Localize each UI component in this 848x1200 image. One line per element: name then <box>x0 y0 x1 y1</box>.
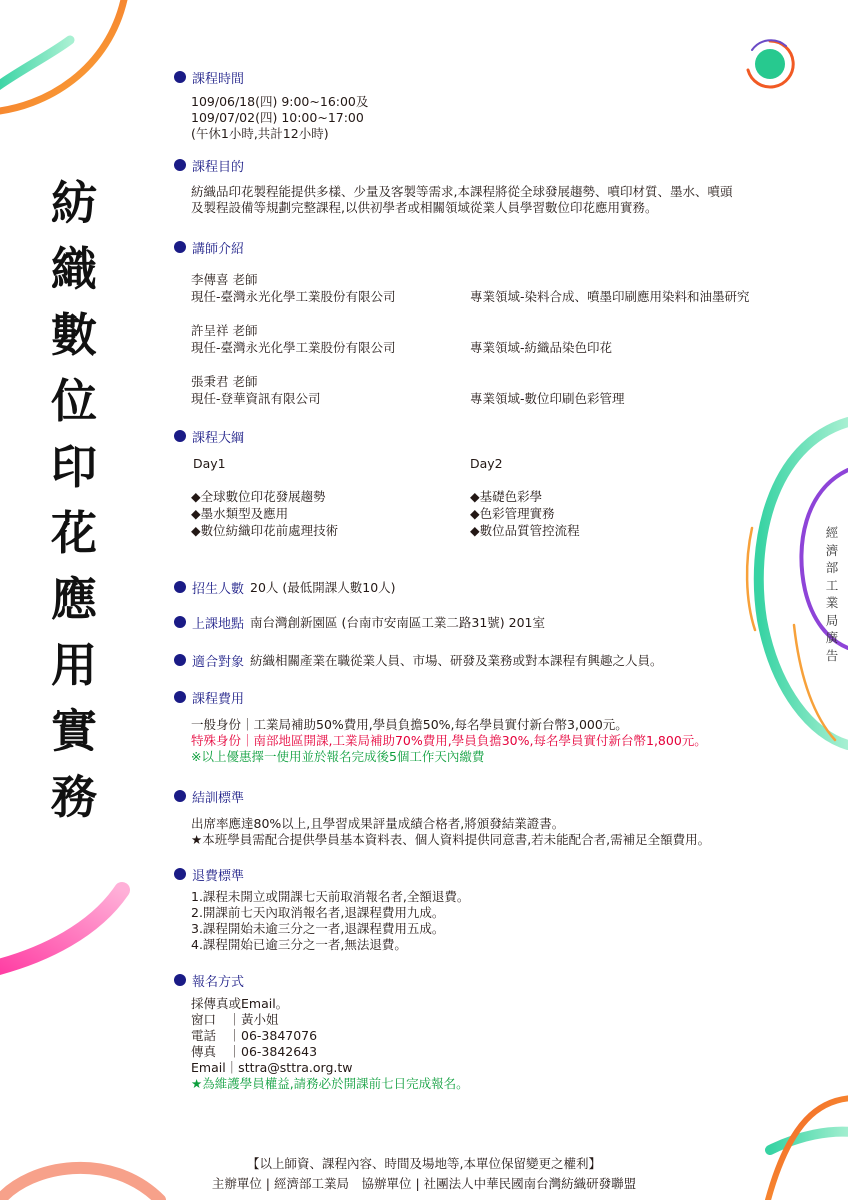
section-instructors <box>174 237 244 257</box>
time-line: 109/07/02(四) 10:00~17:00 <box>191 110 364 125</box>
section-title: 課程時間 <box>192 71 245 87</box>
vertical-page-title <box>38 170 110 830</box>
instructor-name: 張秉君 老師 <box>191 374 258 389</box>
registration-fax: 傳真 ｜06-3842643 <box>191 1044 318 1059</box>
section-title: 課程目的 <box>192 159 245 175</box>
title-char: 紡 <box>51 176 97 230</box>
section-title: 講師介紹 <box>192 241 245 257</box>
ad-note-char: 局 <box>825 612 839 628</box>
title-char: 織 <box>51 242 97 296</box>
ad-note-char: 濟 <box>825 542 839 558</box>
outline-item: ◆色彩管理實務 <box>470 506 555 521</box>
refund-line: 4.課程開始已逾三分之一者,無法退費。 <box>191 937 407 952</box>
location-value: 南台灣創新園區 (台南市安南區工業二路31號) 201室 <box>250 615 545 630</box>
bullet-dot-icon <box>174 654 186 666</box>
bullet-dot-icon <box>174 430 186 442</box>
instructor-field: 專業領域-數位印刷色彩管理 <box>470 391 625 406</box>
ad-note-char: 業 <box>825 595 839 610</box>
section-course-outline <box>174 426 244 446</box>
instructor-field: 專業領域-紡織品染色印花 <box>470 340 613 355</box>
title-char: 務 <box>51 770 97 824</box>
title-char: 位 <box>51 374 97 428</box>
bullet-dot-icon <box>174 974 186 986</box>
refund-line: 2.開課前七天內取消報名者,退課程費用九成。 <box>191 905 445 920</box>
registration-contact: 窗口 ｜黃小姐 <box>191 1012 279 1027</box>
outline-day1-label: Day1 <box>193 456 226 471</box>
section-title: 適合對象 <box>192 654 245 670</box>
ad-note <box>820 524 844 664</box>
bullet-dot-icon <box>174 241 186 253</box>
title-char: 花 <box>51 506 97 560</box>
title-char: 用 <box>51 638 97 692</box>
ad-note-char: 廣 <box>825 630 839 645</box>
outline-item: ◆墨水類型及應用 <box>191 506 289 521</box>
fee-general: 一般身份｜工業局補助50%費用,學員負擔50%,每名學員實付新台幣3,000元。 <box>191 717 628 732</box>
ad-note-char: 工 <box>825 577 839 593</box>
section-title: 退費標準 <box>192 868 245 884</box>
section-title: 報名方式 <box>192 974 245 990</box>
completion-line: 出席率應達80%以上,且學習成果評量成績合格者,將頒發結業證書。 <box>191 816 565 831</box>
outline-item: ◆基礎色彩學 <box>470 489 543 504</box>
ad-note-char: 告 <box>825 647 839 663</box>
section-title: 課程費用 <box>192 691 245 707</box>
logo-icon <box>748 40 793 87</box>
section-audience <box>174 650 663 670</box>
title-char: 實 <box>51 704 97 758</box>
fee-special: 特殊身份｜南部地區開課,工業局補助70%費用,學員負擔30%,每名學員實付新台幣1,800元。 <box>191 733 707 748</box>
refund-line: 3.課程開始未逾三分之一者,退課程費用五成。 <box>191 921 445 936</box>
outline-item: ◆全球數位印花發展趨勢 <box>191 489 326 504</box>
section-registration <box>174 970 469 1092</box>
purpose-line: 及製程設備等規劃完整課程,以供初學者或相關領域從業人員學習數位印花應用實務。 <box>191 200 658 215</box>
section-location <box>174 612 545 632</box>
section-title: 結訓標準 <box>192 790 245 806</box>
section-refund <box>174 864 469 953</box>
refund-line: 1.課程未開立或開課七天前取消報名者,全額退費。 <box>191 889 470 904</box>
instructor-company: 現任-臺灣永光化學工業股份有限公司 <box>191 289 396 304</box>
outline-item: ◆數位品質管控流程 <box>470 523 580 538</box>
bullet-dot-icon <box>174 71 186 83</box>
instructor-field: 專業領域-染料合成、噴墨印刷應用染料和油墨研究 <box>470 289 750 304</box>
section-title: 上課地點 <box>192 616 245 632</box>
registration-line: 採傳真或Email。 <box>191 996 289 1011</box>
outline-day2-label: Day2 <box>470 456 503 471</box>
fee-note: ※以上優惠擇一使用並於報名完成後5個工作天內繳費 <box>191 749 485 764</box>
bullet-dot-icon <box>174 581 186 593</box>
section-enrollment <box>174 577 396 597</box>
time-line: (午休1小時,共計12小時) <box>191 126 329 141</box>
instructor-name: 李傳喜 老師 <box>191 272 258 287</box>
purpose-line: 紡織品印花製程能提供多樣、少量及客製等需求,本課程將從全球發展趨勢、噴印材質、墨水、噴頭 <box>191 184 733 199</box>
instructor-name: 許呈祥 老師 <box>191 323 258 338</box>
section-title: 招生人數 <box>192 581 245 597</box>
registration-email[interactable]: Email｜sttra@sttra.org.tw <box>191 1060 353 1075</box>
bullet-dot-icon <box>174 868 186 880</box>
bullet-dot-icon <box>174 691 186 703</box>
outline-item: ◆數位紡織印花前處理技術 <box>191 523 339 538</box>
section-completion <box>174 786 710 848</box>
time-line: 109/06/18(四) 9:00~16:00及 <box>191 94 369 109</box>
ad-note-char: 經 <box>825 525 839 540</box>
audience-value: 紡織相關產業在職從業人員、市場、研發及業務或對本課程有興趣之人員。 <box>250 653 663 668</box>
bullet-dot-icon <box>174 616 186 628</box>
registration-phone[interactable]: 電話 ｜06-3847076 <box>191 1028 318 1043</box>
bullet-dot-icon <box>174 790 186 802</box>
title-char: 數 <box>51 308 97 362</box>
title-char: 應 <box>51 572 97 626</box>
footer-disclaimer: 【以上師資、課程內容、時間及場地等,本單位保留變更之權利】 <box>247 1156 601 1171</box>
section-course-fee <box>174 687 707 765</box>
bullet-dot-icon <box>174 159 186 171</box>
instructor-company: 現任-臺灣永光化學工業股份有限公司 <box>191 340 396 355</box>
ad-note-char: 部 <box>825 560 839 575</box>
section-title: 課程大綱 <box>192 430 245 446</box>
section-course-purpose <box>174 155 732 216</box>
completion-line: ★本班學員需配合提供學員基本資料表、個人資料提供同意書,若未能配合者,需補足全額費用。 <box>191 832 711 847</box>
title-char: 印 <box>51 440 97 494</box>
footer-organizers: 主辦單位 | 經濟部工業局 協辦單位 | 社團法人中華民國南台灣紡織研發聯盟 <box>211 1176 637 1191</box>
registration-note: ★為維護學員權益,請務必於開課前七日完成報名。 <box>191 1076 469 1091</box>
section-course-time <box>174 67 368 142</box>
enrollment-value: 20人 (最低開課人數10人) <box>250 580 396 595</box>
instructor-company: 現任-登華資訊有限公司 <box>191 391 321 406</box>
